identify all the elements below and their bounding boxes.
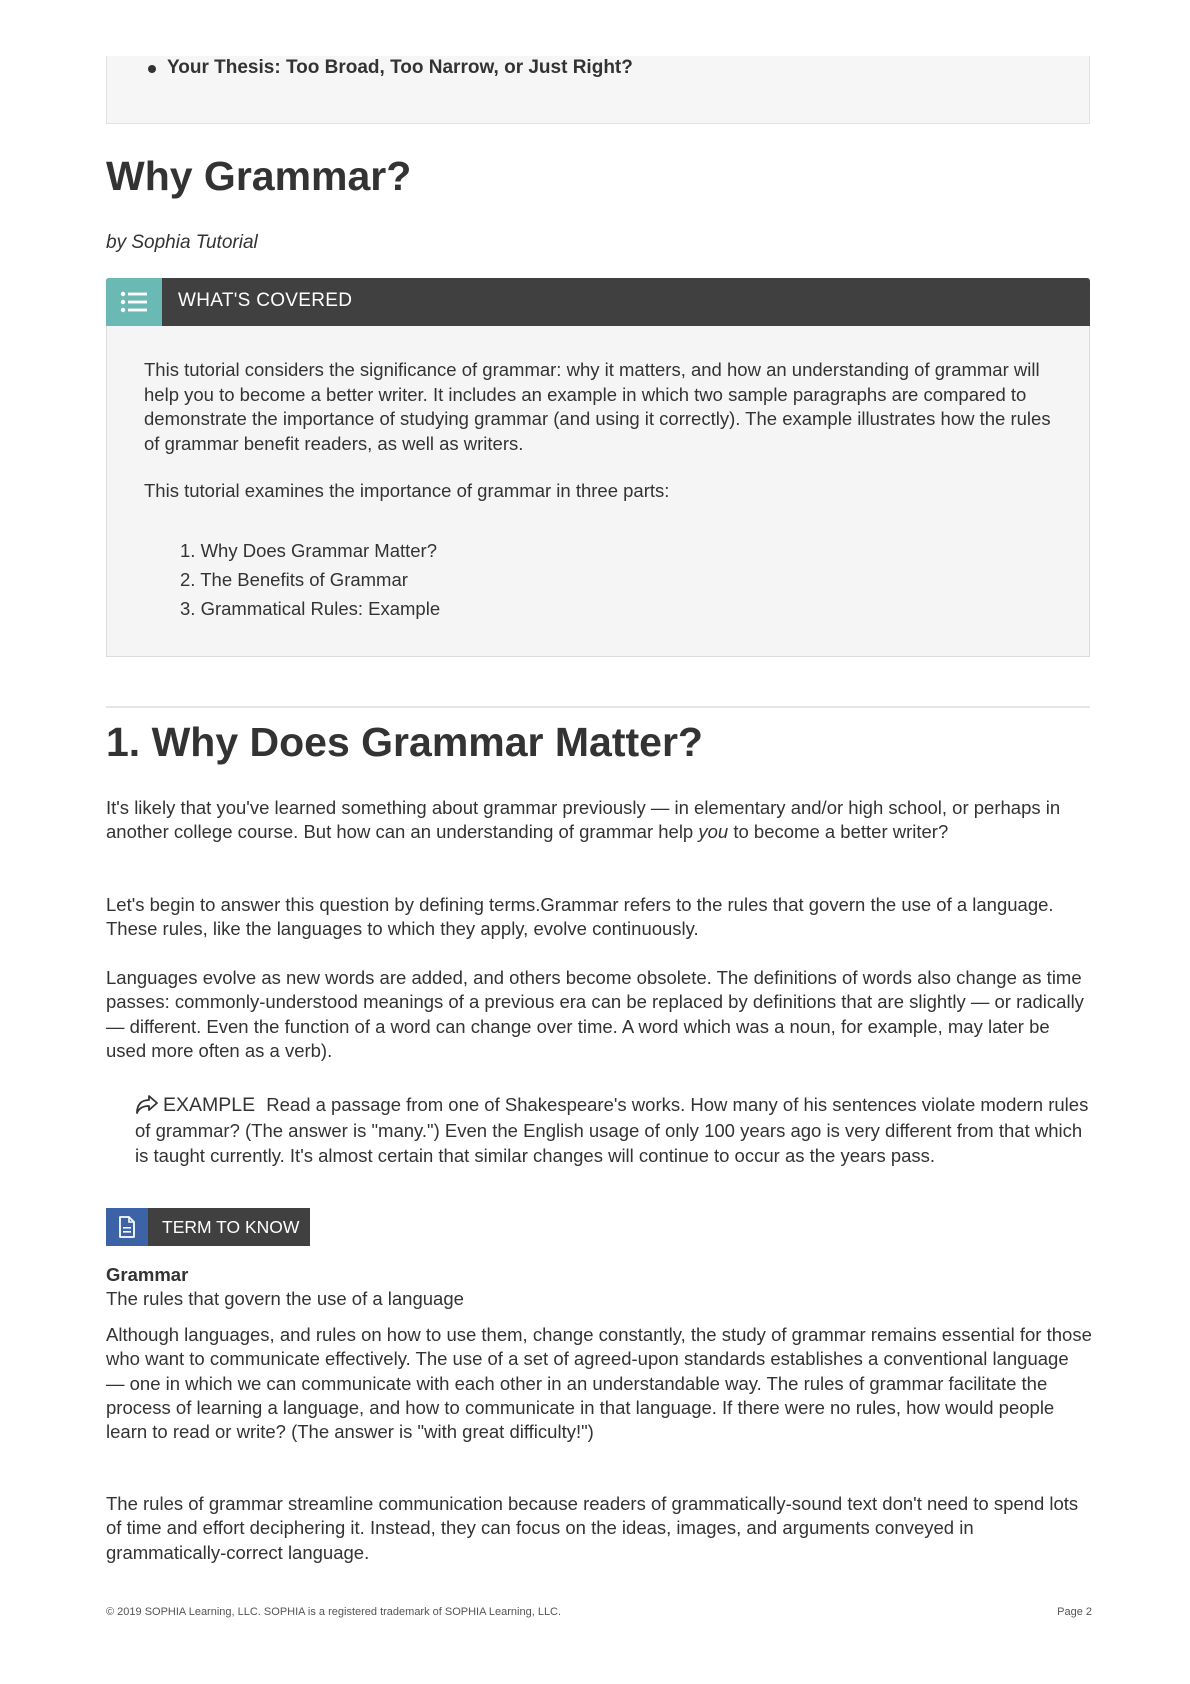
part-item: 1. Why Does Grammar Matter?	[180, 540, 438, 561]
page-title: Why Grammar?	[106, 153, 412, 199]
document-icon	[106, 1208, 148, 1246]
section-divider	[106, 706, 1090, 708]
emphasis: you	[698, 821, 729, 843]
term-word: Grammar	[106, 1264, 189, 1285]
whats-covered-parts-intro: This tutorial examines the importance of grammar in three parts:	[144, 480, 670, 501]
whats-covered-intro: This tutorial considers the significance of grammar: why it matters, and how an understanding of grammar will help you to become a better writer. It includes an example in which two sample paragraphs are compared to demonstrate the importance of studying grammar (and using it correctly). The example illustrates how the rules of grammar benefit readers, as well as writers.	[144, 359, 1051, 454]
byline: by Sophia Tutorial	[106, 232, 258, 253]
toc-item[interactable]: Your Thesis: Too Broad, Too Narrow, or Just Right?	[167, 57, 633, 78]
example-text: Read a passage from one of Shakespeare's works. How many of his sentences violate modern rules of grammar? (The answer is "many.") Even the English usage of only 100 years ago is very different from that which is taught currently. It's almost certain that similar changes will continue to occur as the years pass.	[135, 1094, 1089, 1166]
whats-covered-header	[106, 278, 1090, 326]
example-label: EXAMPLE	[163, 1094, 256, 1116]
part-item: 2. The Benefits of Grammar	[180, 569, 408, 590]
whats-covered-title: WHAT'S COVERED	[178, 290, 353, 311]
toc-list	[167, 56, 633, 80]
paragraph: The rules of grammar streamline communication because readers of grammatically-sound text don't need to spend lots of time and effort deciphering it. Instead, they can focus on the ideas, images, and arguments conveyed in grammatically-correct language.	[106, 1493, 1079, 1563]
whats-covered-body	[106, 326, 1090, 657]
list-icon	[106, 278, 162, 326]
part-item: 3. Grammatical Rules: Example	[180, 598, 441, 619]
paragraph: It's likely that you've learned something about grammar previously — in elementary and/or high school, or perhaps in another college course. But how can an understanding of grammar help you to become a better writer?	[106, 797, 1061, 843]
term-to-know-header	[106, 1208, 310, 1246]
term-definition: The rules that govern the use of a language	[106, 1288, 464, 1309]
paragraph: Although languages, and rules on how to use them, change constantly, the study of grammar remains essential for those who want to communicate effectively. The use of a set of agreed-upon standards establishes a conventional language — one in which we can communicate with each other in an understandable way. The rules of grammar facilitate the process of learning a language, and how to communicate in that language. If there were no rules, how would people learn to read or write? (The answer is "with great difficulty!")	[106, 1324, 1092, 1443]
share-arrow-icon	[135, 1094, 159, 1114]
example-block	[135, 1092, 1093, 1168]
term-to-know-title: TERM TO KNOW	[162, 1217, 300, 1237]
toc-box	[106, 56, 1090, 124]
footer-copyright: © 2019 SOPHIA Learning, LLC. SOPHIA is a registered trademark of SOPHIA Learning, LLC.	[106, 1606, 562, 1618]
paragraph: Let's begin to answer this question by defining terms.Grammar refers to the rules that govern the use of a language. These rules, like the languages to which they apply, evolve continuously.	[106, 894, 1054, 940]
paragraph: Languages evolve as new words are added, and others become obsolete. The definitions of words also change as time passes: commonly-understood meanings of a previous era can be replaced by definitions that are slightly — or radically — different. Even the function of a word can change over time. A word which was a noun, for example, may later be used more often as a verb).	[106, 967, 1084, 1061]
footer-page-number: Page 2	[1057, 1606, 1092, 1618]
whats-covered-parts	[180, 536, 440, 623]
section-heading: 1. Why Does Grammar Matter?	[106, 719, 703, 765]
